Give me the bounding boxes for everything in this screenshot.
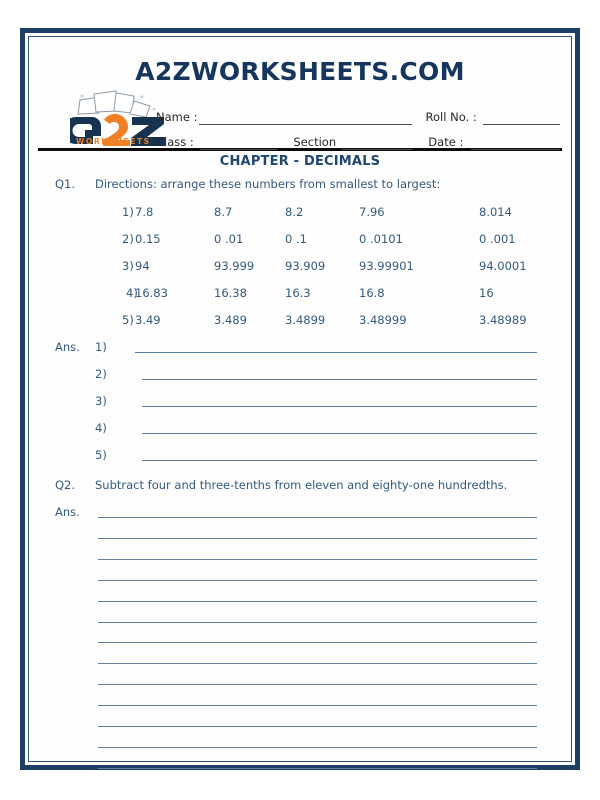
svg-text:WORKSHEETS: WORKSHEETS <box>76 137 151 146</box>
q1-row-1-value-3: 8.2 <box>285 205 304 219</box>
question-2-answer-rule[interactable] <box>98 601 537 602</box>
q1-row-2-value-3: 0 .1 <box>285 232 307 246</box>
question-2-answer-rule[interactable] <box>98 642 537 643</box>
date-label: Date : <box>428 135 464 149</box>
q1-row-4-index: 4) <box>126 286 138 300</box>
name-label: Name : <box>156 110 198 124</box>
chapter-title: CHAPTER - DECIMALS <box>219 154 381 169</box>
q1-answer-5-rule[interactable] <box>142 460 537 461</box>
question-2-answer-rule[interactable] <box>98 768 537 769</box>
q1-row-3-value-2: 93.999 <box>214 259 255 273</box>
q1-answer-1-rule[interactable] <box>135 352 537 353</box>
question-2-answer-label: Ans. <box>55 505 80 519</box>
question-1-text: Directions: arrange these numbers from smallest to largest: <box>95 177 441 191</box>
question-2-answer-rule[interactable] <box>98 517 537 518</box>
q1-answer-4-index: 4) <box>95 421 107 435</box>
q1-row-5-value-1: 3.49 <box>135 313 161 327</box>
section-label: Section <box>293 135 337 149</box>
site-title: A2ZWORKSHEETS.COM <box>135 57 465 86</box>
q1-answer-3-index: 3) <box>95 394 107 408</box>
q1-row-5-value-2: 3.489 <box>214 313 247 327</box>
q1-answer-2-rule[interactable] <box>142 379 537 380</box>
q1-row-2-value-5: 0 .001 <box>479 232 516 246</box>
q1-row-4-value-5: 16 <box>479 286 494 300</box>
worksheet-content <box>29 37 577 767</box>
q1-row-2-value-2: 0 .01 <box>214 232 244 246</box>
q1-row-5-value-3: 3.4899 <box>285 313 326 327</box>
class-label: Class : <box>156 135 194 149</box>
q1-row-5-value-5: 3.48989 <box>479 313 527 327</box>
question-2-answer-rule[interactable] <box>98 705 537 706</box>
q1-answer-2-index: 2) <box>95 367 107 381</box>
question-2-label: Q2. <box>55 478 76 492</box>
q1-row-4-value-2: 16.38 <box>214 286 247 300</box>
q1-row-1-index: 1) <box>122 205 134 219</box>
q1-answer-1-index: 1) <box>95 340 107 354</box>
question-1-answer-label: Ans. <box>55 340 80 354</box>
q1-row-2-value-4: 0 .0101 <box>359 232 403 246</box>
q1-row-3-value-4: 93.99901 <box>359 259 414 273</box>
q1-row-4-value-1: 16.83 <box>135 286 168 300</box>
q1-row-1-value-1: 7.8 <box>135 205 154 219</box>
worksheet-page-inner <box>28 36 572 762</box>
question-2-answer-rule[interactable] <box>98 747 537 748</box>
question-1-label: Q1. <box>55 177 76 191</box>
question-2-answer-rule[interactable] <box>98 726 537 727</box>
q1-row-5-value-4: 3.48999 <box>359 313 407 327</box>
q1-row-4-value-3: 16.3 <box>285 286 311 300</box>
question-2-answer-rule[interactable] <box>98 580 537 581</box>
question-2-text: Subtract four and three-tenths from eleven and eighty-one hundredths. <box>95 478 508 492</box>
q1-row-5-index: 5) <box>122 313 134 327</box>
q1-row-2-value-1: 0.15 <box>135 232 161 246</box>
q1-row-1-value-2: 8.7 <box>214 205 233 219</box>
worksheet-page-frame <box>20 28 580 770</box>
q1-answer-5-index: 5) <box>95 448 107 462</box>
q1-answer-4-rule[interactable] <box>142 433 537 434</box>
question-2-answer-rule[interactable] <box>98 622 537 623</box>
question-2-answer-rule[interactable] <box>98 684 537 685</box>
q1-answer-3-rule[interactable] <box>142 406 537 407</box>
q1-row-3-value-5: 94.0001 <box>479 259 527 273</box>
q1-row-3-value-3: 93.909 <box>285 259 326 273</box>
question-2-answer-rule[interactable] <box>98 663 537 664</box>
question-2-answer-rule[interactable] <box>98 559 537 560</box>
q1-row-4-value-4: 16.8 <box>359 286 385 300</box>
q1-row-2-index: 2) <box>122 232 134 246</box>
q1-row-1-value-4: 7.96 <box>359 205 385 219</box>
q1-row-3-value-1: 94 <box>135 259 150 273</box>
q1-row-3-index: 3) <box>122 259 134 273</box>
question-2-answer-rule[interactable] <box>98 538 537 539</box>
roll-no-label: Roll No. : <box>425 110 477 124</box>
q1-row-1-value-5: 8.014 <box>479 205 512 219</box>
